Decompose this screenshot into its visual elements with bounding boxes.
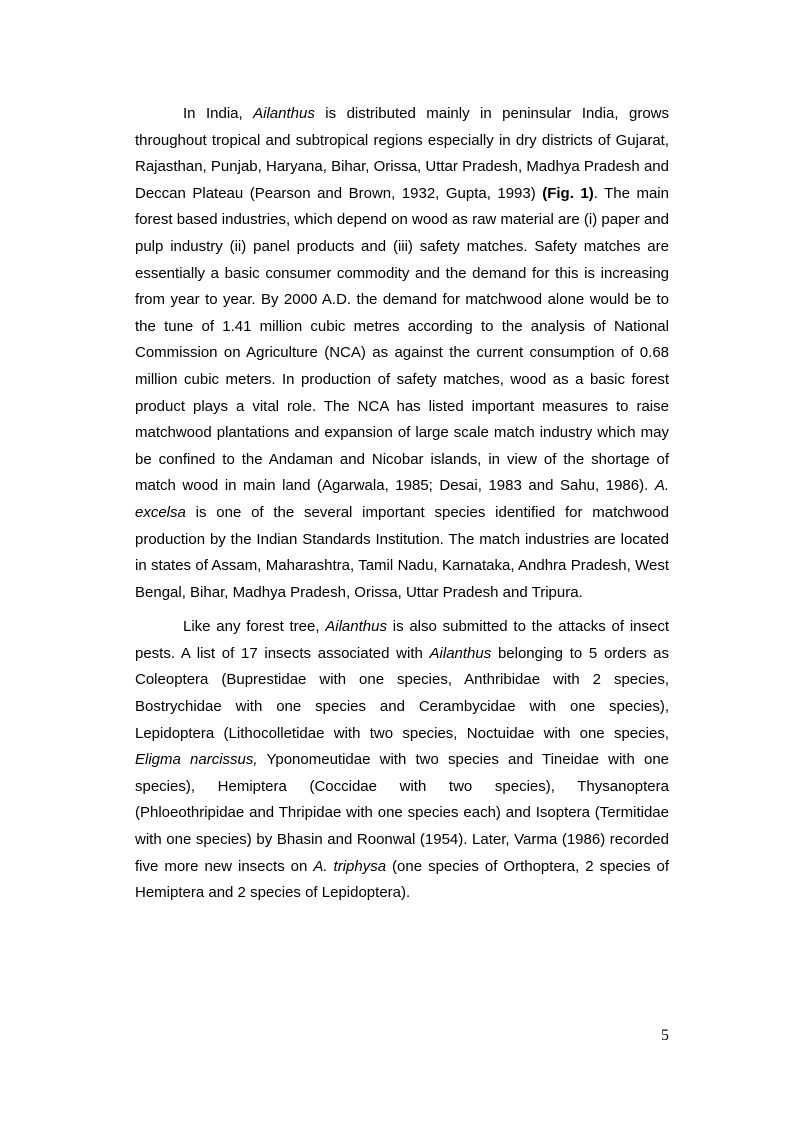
- text-run: belonging to 5 orders as Coleoptera (Buprestidae with one species, Anthribidae with 2 species, Bostrychidae with one species and Cerambycidae with one species), Lepidoptera (Lithocolletidae with two species, Noctuidae with one species,: [135, 644, 669, 742]
- page-number: 5: [661, 1027, 669, 1044]
- species-name: A. triphysa: [313, 857, 387, 875]
- species-name: Ailanthus: [325, 618, 387, 636]
- species-name: Ailanthus: [253, 105, 315, 122]
- text-run: is also submitted to the attacks of insect pests. A list of 17 insects associated with: [135, 618, 669, 662]
- document-body: [135, 101, 669, 907]
- text-run: is one of the several important species identified for matchwood production by the Indian Standards Institution. The match industries are located in states of Assam, Maharashtra, Tamil Nadu, Karnataka, Andhra Pradesh, West Bengal, Bihar, Madhya Pradesh, Orissa, Uttar Pradesh and Tripura.: [135, 503, 669, 601]
- text-run: In India,: [183, 105, 254, 122]
- figure-reference: (Fig. 1): [542, 184, 594, 202]
- text-run: (one species of Orthoptera, 2 species of Hemiptera and 2 species of Lepidoptera).: [135, 857, 669, 902]
- species-name: A. excelsa: [135, 477, 669, 521]
- species-name: Eligma narcissus,: [135, 751, 258, 769]
- paragraph-distribution: [135, 101, 669, 606]
- text-run: Yponomeutidae with two species and Tineidae with one species), Hemiptera (Coccidae with two species), Thysanoptera (Phloeothripidae and Thripidae with one species each) and Isoptera (Termitidae with one species) by Bhasin and Roonwal (1954). Later, Varma (1986) recorded five more new insects on: [135, 751, 669, 875]
- species-name: Ailanthus: [429, 644, 492, 662]
- text-run: . The main forest based industries, which depend on wood as raw material are (i) paper and pulp industry (ii) panel products and (iii) safety matches. Safety matches are essentially a basic consumer commodity and the demand for this is increasing from year to year. By 2000 A.D. the demand for matchwood alone would be to the tune of 1.41 million cubic metres according to the analysis of National Commission on Agriculture (NCA) as against the current consumption of 0.68 million cubic meters. In production of safety matches, wood as a basic forest product plays a vital role. The NCA has listed important measures to raise matchwood plantations and expansion of large scale match industry which may be confined to the Andaman and Nicobar islands, in view of the shortage of match wood in main land (Agarwala, 1985; Desai, 1983 and Sahu, 1986).: [135, 184, 669, 495]
- text-run: Like any forest tree,: [183, 618, 326, 636]
- paragraph-insect-pests: [135, 614, 669, 907]
- text-run: is distributed mainly in peninsular India, grows throughout tropical and subtropical regions especially in dry districts of Gujarat, Rajasthan, Punjab, Haryana, Bihar, Orissa, Uttar Pradesh, Madhya Pradesh and Deccan Plateau (Pearson and Brown, 1932, Gupta, 1993): [135, 105, 670, 202]
